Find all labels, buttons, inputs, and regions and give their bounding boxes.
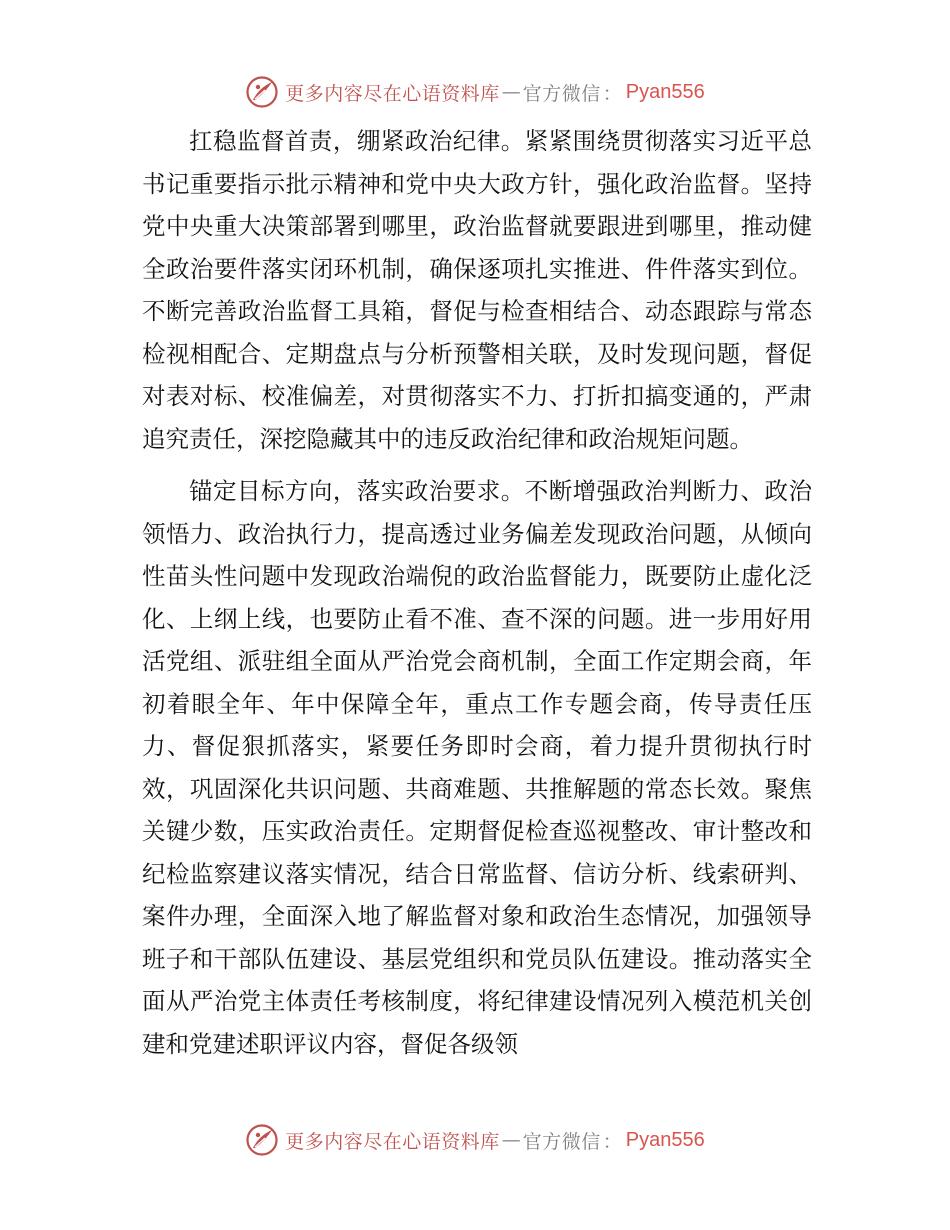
banner-wechat-id: Pyan556 [625,80,705,103]
quill-seal-icon [245,1123,279,1157]
banner-separator: — [501,81,521,103]
quill-seal-icon [245,75,279,109]
banner-colon: ： [602,1130,622,1153]
banner-wechat-label: 官方微信 [522,1130,601,1153]
header-watermark-banner [0,70,950,114]
footer-watermark-banner [0,1118,950,1162]
paragraph-political-supervision: 扛稳监督首责，绷紧政治纪律。紧紧围绕贯彻落实习近平总书记重要指示批示精神和党中央大政方针，强化政治监督。坚持党中央重大决策部署到哪里，政治监督就要跟进到哪里，推动健全政治要件落实闭环机制，确保逐项扎实推进、件件落实到位。不断完善政治监督工具箱，督促与检查相结合、动态跟踪与常态检视相配合、定期盘点与分析预警相关联，及时发现问题，督促对表对标、校准偏差，对贯彻落实不力、打折扣搞变通的，严肃追究责任，深挖隐藏其中的违反政治纪律和政治规矩问题。 [142,127,812,453]
banner-separator: — [501,1129,521,1151]
banner-promo-text: 更多内容尽在心语资料库 [285,82,500,105]
paragraph-political-requirements: 锚定目标方向，落实政治要求。不断增强政治判断力、政治领悟力、政治执行力，提高透过业务偏差发现政治问题，从倾向性苗头性问题中发现政治端倪的政治监督能力，既要防止虚化泛化、上纲上线，也要防止看不准、查不深的问题。进一步用好用活党组、派驻组全面从严治党会商机制，全面工作定期会商，年初着眼全年、年中保障全年，重点工作专题会商，传导责任压力、督促狠抓落实，紧要任务即时会商，着力提升贯彻执行时效，巩固深化共识问题、共商难题、共推解题的常态长效。聚焦关键少数，压实政治责任。定期督促检查巡视整改、审计整改和纪检监察建议落实情况，结合日常监督、信访分析、线索研判、案件办理，全面深入地了解监督对象和政治生态情况，加强领导班子和干部队伍建设、基层党组织和党员队伍建设。推动落实全面从严治党主体责任考核制度，将纪律建设情况列入模范机关创建和党建述职评议内容，督促各级领 [142,477,812,1058]
banner-promo-text: 更多内容尽在心语资料库 [285,1130,500,1153]
banner-colon: ： [602,82,622,105]
banner-wechat-id: Pyan556 [625,1128,705,1151]
document-body [142,120,812,1065]
banner-wechat-label: 官方微信 [522,82,601,105]
